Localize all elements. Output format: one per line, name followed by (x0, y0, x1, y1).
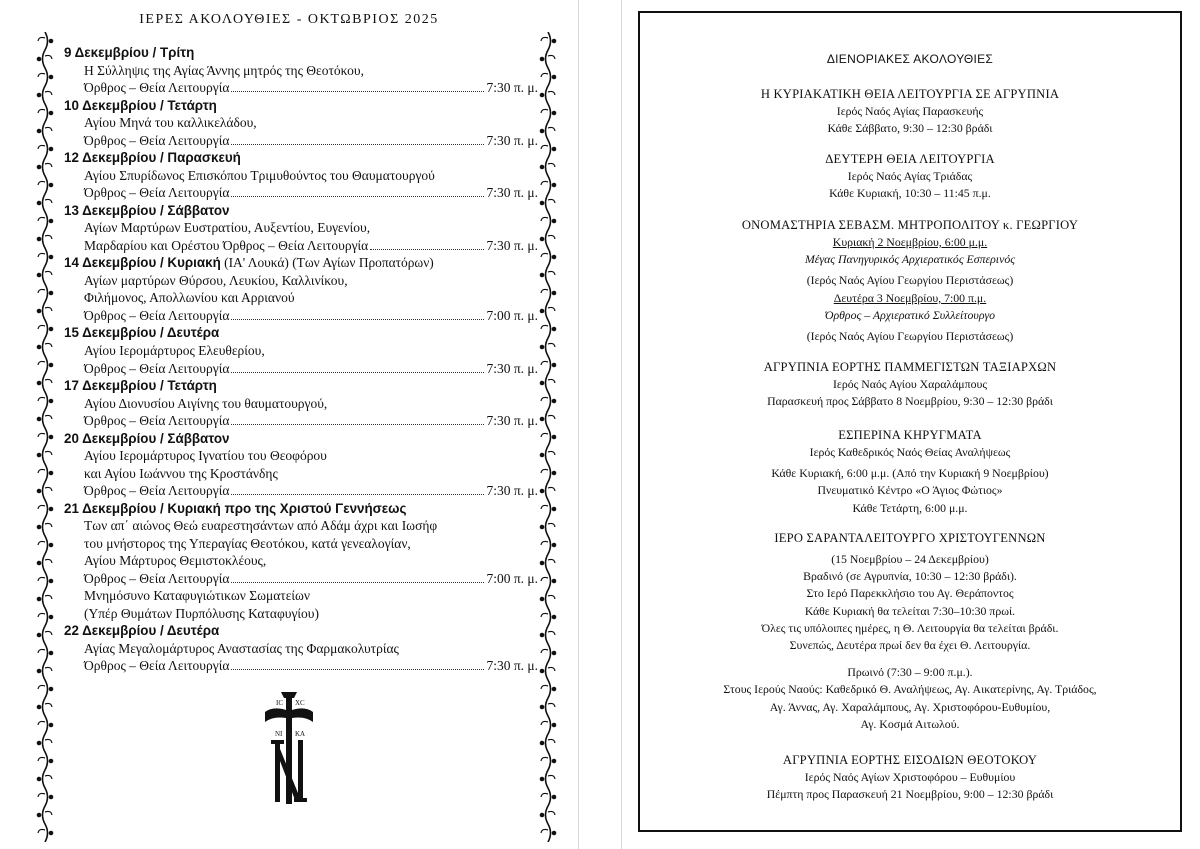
section-evening-sermons (640, 427, 1180, 517)
entry-date: 17 Δεκεμβρίου / Τετάρτη (64, 378, 217, 394)
section-line: Μέγας Πανηγυρικός Αρχιερατικός Εσπερινός (804, 252, 1016, 267)
service-time: 7:00 π. μ. (486, 570, 538, 586)
section-line: Παρασκευή προς Σάββατο 8 Νοεμβρίου, 9:30 – 12:30 βράδι (767, 394, 1053, 409)
entry-date-text: 14 Δεκεμβρίου / Κυριακή (64, 255, 221, 271)
entry-date: 9 Δεκεμβρίου / Τρίτη (64, 45, 195, 60)
entry-date: 12 Δεκεμβρίου / Παρασκευή (64, 150, 241, 166)
emblem-ni: NI (275, 730, 283, 738)
entry-date: 21 Δεκεμβρίου / Κυριακή προ της Χριστού Γεννήσεως (64, 500, 407, 516)
service-label: Όρθρος – Θεία Λειτουργία (84, 658, 230, 674)
section-sunday-vigil (640, 86, 1180, 137)
schedule-entry (64, 622, 538, 675)
schedule-entry (64, 324, 538, 377)
service-label: Όρθρος – Θεία Λειτουργία (84, 570, 230, 586)
entry-feast: Φιλήμονος, Απολλωνίου και Αρριανού (84, 290, 295, 306)
entry-feast: Αγίων μαρτύρων Θύρσου, Λευκίου, Καλλινίκου, (84, 272, 348, 288)
entry-feast: Αγίων Μαρτύρων Ευστρατίου, Αυξεντίου, Ευγενίου, (84, 220, 371, 236)
memorial-note: Μνημόσυνο Καταφυγιώτικων Σωματείων (84, 588, 310, 604)
entry-feast: Αγίου Σπυρίδωνος Επισκόπου Τριμυθούντος του Θαυματουργού (84, 167, 435, 183)
section-second-liturgy (640, 151, 1180, 202)
entry-feast: Αγίου Μηνά του καλλικελάδου, (84, 115, 257, 131)
section-line: Στους Ιερούς Ναούς: Καθεδρικό Θ. Αναλήψεως, Αγ. Αικατερίνης, Αγ. Τριάδος, (723, 682, 1097, 697)
dot-leader (370, 249, 484, 250)
section-line: Πρωινό (7:30 – 9:00 π.μ.). (847, 665, 973, 680)
left-page-title: ΙΕΡΕΣ ΑΚΟΛΟΥΘΙΕΣ - ΟΚΤΩΒΡΙΟΣ 2025 (139, 12, 439, 27)
schedule-list (64, 44, 538, 675)
section-line: Βραδινό (σε Αγρυπνία, 10:30 – 12:30 βράδι). (803, 569, 1017, 584)
entry-date-extra: (ΙΑ' Λουκά) (Των Αγίων Προπατόρων) (220, 255, 434, 271)
emblem-ic: IC (276, 699, 283, 707)
section-line: Ιερός Ναός Αγίας Παρασκευής (836, 104, 984, 118)
service-label: Όρθρος – Θεία Λειτουργία (84, 132, 230, 148)
entry-service (64, 570, 538, 588)
entry-service (64, 237, 538, 255)
entry-feast: του μνήστορος της Υπεραγίας Θεοτόκου, κατά γενεαλογίαν, (84, 535, 411, 551)
left-page-edge (578, 0, 579, 849)
section-date: Δευτέρα 3 Νοεμβρίου, 7:00 π.μ. (833, 290, 987, 305)
memorial-note: (Υπέρ Θυμάτων Πυρπόλυσης Καταφυγίου) (84, 605, 319, 621)
dot-leader (231, 582, 484, 583)
dot-leader (231, 144, 484, 145)
service-label: Όρθρος – Θεία Λειτουργία (84, 360, 230, 376)
cross-emblem-icon (261, 688, 317, 808)
entry-service (64, 412, 538, 430)
service-label: Όρθρος – Θεία Λειτουργία (84, 80, 230, 96)
service-label: Όρθρος – Θεία Λειτουργία (84, 185, 230, 201)
schedule-entry (64, 149, 538, 202)
entry-service (64, 79, 538, 97)
section-heading: ΔΕΥΤΕΡΗ ΘΕΙΑ ΛΕΙΤΟΥΡΓΙΑ (825, 152, 995, 166)
section-line: (Ιερός Ναός Αγίου Γεωργίου Περιστάσεως) (806, 329, 1014, 344)
section-line: Κάθε Κυριακή, 6:00 μ.μ. (Από την Κυριακή 9 Νοεμβρίου) (771, 466, 1049, 481)
service-label: Όρθρος – Θεία Λειτουργία (84, 413, 230, 429)
schedule-entry (64, 500, 538, 623)
section-line: Κάθε Σάββατο, 9:30 – 12:30 βράδι (827, 121, 993, 136)
section-heading: ΙΕΡΟ ΣΑΡΑΝΤΑΛΕΙΤΟΥΡΓΟ ΧΡΙΣΤΟΥΓΕΝΝΩΝ (774, 531, 1046, 545)
entry-feast: Αγίας Μεγαλομάρτυρος Αναστασίας της Φαρμακολυτρίας (84, 640, 399, 656)
section-line: (Ιερός Ναός Αγίου Γεωργίου Περιστάσεως) (806, 273, 1014, 288)
section-heading: Η ΚΥΡΙΑΚΑΤΙΚΗ ΘΕΙΑ ΛΕΙΤΟΥΡΓΙΑ ΣΕ ΑΓΡΥΠΝΙΑ (760, 87, 1060, 101)
section-line: Κάθε Κυριακή θα τελείται 7:30–10:30 πρωί. (804, 603, 1016, 618)
dot-leader (231, 319, 484, 320)
section-forty-liturgies (640, 530, 1180, 733)
section-line: Αγ. Κοσμά Αιτωλού. (860, 716, 960, 731)
service-time: 7:30 π. μ. (486, 185, 538, 201)
entry-feast: Των απ΄ αιώνος Θεώ ευαρεστησάντων από Αδάμ άχρι και Ιωσήφ (84, 518, 438, 534)
service-time: 7:30 π. μ. (486, 360, 538, 376)
service-label: Όρθρος – Θεία Λειτουργία (84, 483, 230, 499)
section-line: (15 Νοεμβρίου – 24 Δεκεμβρίου) (831, 552, 989, 566)
section-entry-theotokos-vigil (640, 752, 1180, 803)
service-label: Όρθρος – Θεία Λειτουργία (84, 307, 230, 323)
section-heading: ΟΝΟΜΑΣΤΗΡΙΑ ΣΕΒΑΣΜ. ΜΗΤΡΟΠΟΛΙΤΟΥ κ. ΓΕΩΡΓΙΟΥ (741, 218, 1079, 232)
section-heading: ΑΓΡΥΠΝΙΑ ΕΟΡΤΗΣ ΠΑΜΜΕΓΙΣΤΩΝ ΤΑΞΙΑΡΧΩΝ (763, 360, 1057, 374)
section-line: Συνεπώς, Δευτέρα πρωί δεν θα έχει Θ. Λειτουργία. (789, 638, 1031, 653)
entry-service (64, 307, 538, 325)
section-line: Όλες τις υπόλοιπες ημέρες, η Θ. Λειτουργία θα τελείται βράδι. (761, 620, 1059, 635)
section-heading: ΕΣΠΕΡΙΝΑ ΚΗΡΥΓΜΑΤΑ (838, 428, 982, 442)
entry-service (64, 132, 538, 150)
entry-service (64, 360, 538, 378)
right-vine-border-icon (539, 32, 557, 842)
section-line: Πέμπτη προς Παρασκευή 21 Νοεμβρίου, 9:00 – 12:30 βράδι (766, 787, 1054, 802)
schedule-entry (64, 202, 538, 255)
service-time: 7:30 π. μ. (486, 658, 538, 674)
section-line: Ιερός Καθεδρικός Ναός Θείας Αναλήψεως (809, 445, 1011, 459)
entry-service (64, 482, 538, 500)
dot-leader (231, 669, 484, 670)
service-label: Μαρδαρίου και Ορέστου Όρθρος – Θεία Λειτουργία (84, 237, 369, 253)
dot-leader (231, 91, 484, 92)
section-line: Κάθε Κυριακή, 10:30 – 11:45 π.μ. (829, 186, 991, 201)
emblem-xc: XC (295, 699, 305, 707)
right-page-edge (621, 0, 622, 849)
schedule-entry (64, 44, 538, 97)
left-vine-border-icon (36, 32, 54, 842)
schedule-entry (64, 254, 538, 324)
dot-leader (231, 494, 484, 495)
section-heading: ΑΓΡΥΠΝΙΑ ΕΟΡΤΗΣ ΕΙΣΟΔΙΩΝ ΘΕΟΤΟΚΟΥ (782, 753, 1038, 767)
dot-leader (231, 196, 484, 197)
section-line: Αγ. Άννας, Αγ. Χαραλάμπους, Αγ. Χριστοφόρου-Ευθυμίου, (769, 699, 1051, 714)
entry-service (64, 657, 538, 675)
dot-leader (231, 372, 484, 373)
section-line: Ιερός Ναός Αγίας Τριάδας (847, 169, 973, 183)
entry-feast: Αγίου Ιερομάρτυρος Ελευθερίου, (84, 343, 265, 359)
service-time: 7:30 π. μ. (486, 237, 538, 253)
section-line: Κάθε Τετάρτη, 6:00 μ.μ. (852, 500, 968, 515)
section-line: Ιερός Ναός Αγίου Χαραλάμπους (833, 377, 987, 391)
section-line: Πνευματικό Κέντρο «Ο Άγιος Φώτιος» (817, 483, 1003, 498)
dot-leader (231, 424, 484, 425)
section-name-day (640, 217, 1180, 345)
entry-feast: και Αγίου Ιωάννου της Κροστάνδης (84, 465, 278, 481)
schedule-entry (64, 430, 538, 500)
section-line: Στο Ιερό Παρεκκλήσιο του Αγ. Θεράποντος (806, 586, 1014, 601)
section-date: Κυριακή 2 Νοεμβρίου, 6:00 μ.μ. (832, 235, 988, 249)
service-time: 7:30 π. μ. (486, 483, 538, 499)
entry-feast: Η Σύλληψις της Αγίας Άννης μητρός της Θεοτόκου, (84, 62, 364, 78)
section-line: Όρθρος – Αρχιερατικό Συλλείτουργο (824, 307, 996, 322)
entry-service (64, 184, 538, 202)
schedule-entry (64, 97, 538, 150)
service-time: 7:00 π. μ. (486, 307, 538, 323)
section-line: Ιερός Ναός Αγίων Χριστοφόρου – Ευθυμίου (804, 770, 1016, 784)
entry-feast: Αγίου Μάρτυρος Θεμιστοκλέους, (84, 553, 267, 569)
section-archangels-vigil (640, 359, 1180, 410)
entry-feast: Αγίου Ιερομάρτυρος Ιγνατίου του Θεοφόρου (84, 448, 327, 464)
entry-feast: Αγίου Διονυσίου Αιγίνης του θαυματουργού, (84, 395, 328, 411)
emblem-ka: KA (295, 730, 306, 738)
service-time: 7:30 π. μ. (486, 80, 538, 96)
entry-date: 20 Δεκεμβρίου / Σάββατον (64, 430, 230, 446)
entry-date (64, 254, 538, 272)
entry-date: 22 Δεκεμβρίου / Δευτέρα (64, 623, 220, 639)
entry-date: 13 Δεκεμβρίου / Σάββατον (64, 202, 230, 218)
service-time: 7:30 π. μ. (486, 132, 538, 148)
entry-date: 10 Δεκεμβρίου / Τετάρτη (64, 97, 217, 113)
service-time: 7:30 π. μ. (486, 413, 538, 429)
entry-date: 15 Δεκεμβρίου / Δευτέρα (64, 325, 220, 341)
right-page-title: ΔΙΕΝΟΡΙΑΚΕΣ ΑΚΟΛΟΥΘΙΕΣ (826, 52, 994, 66)
schedule-entry (64, 377, 538, 430)
